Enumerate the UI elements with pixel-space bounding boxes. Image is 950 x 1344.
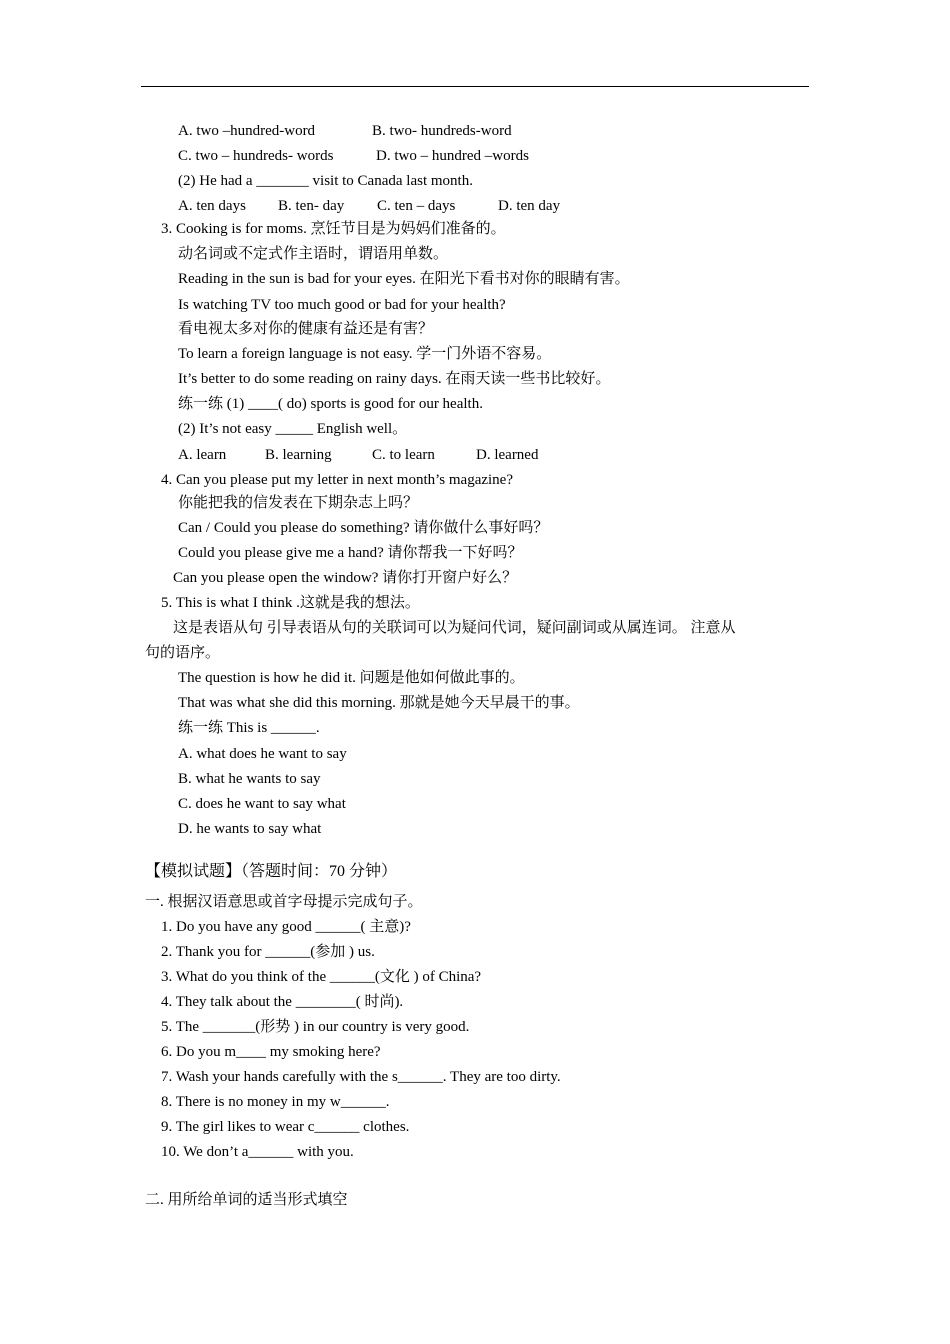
s3-example-3: To learn a foreign language is not easy. 学一门外语不容易。 <box>178 346 552 362</box>
s5-practice: 练一练 This is ______. <box>178 720 320 736</box>
part1-item: 7. Wash your hands carefully with the s______. They are too dirty. <box>161 1069 561 1085</box>
s4-example-1: Can / Could you please do something? 请你做什么事好吗？ <box>178 520 549 536</box>
q2-option-d: D. two – hundred –words <box>376 148 529 164</box>
q2-options-row-3 <box>178 197 560 215</box>
s5-note-1: 这是表语从句 引导表语从句的关联词可以为疑问代词，疑问副词或从属连词。 注意从 <box>173 620 736 636</box>
s4-example-2: Could you please give me a hand? 请你帮我一下好吗？ <box>178 545 523 561</box>
q2-sub2-option-a: A. ten days <box>178 198 246 214</box>
part1-item: 3. What do you think of the ______(文化 ) of China? <box>161 969 482 985</box>
q2-option-c: C. two – hundreds- words <box>178 148 334 164</box>
q2-sub-question-2: (2) He had a _______ visit to Canada last month. <box>178 173 473 189</box>
s3-rule: 动名词或不定式作主语时，谓语用单数。 <box>178 246 449 262</box>
part1-title: 一. 根据汉语意思或首字母提示完成句子。 <box>145 894 423 910</box>
s5-option-c: C. does he want to say what <box>178 796 346 812</box>
s5-option-a: A. what does he want to say <box>178 746 347 762</box>
part2-title: 二. 用所给单词的适当形式填空 <box>145 1192 348 1208</box>
s4-title: 4. Can you please put my letter in next month’s magazine? <box>161 472 513 488</box>
q2-option-b: B. two- hundreds-word <box>372 123 512 139</box>
part1-item: 8. There is no money in my w______. <box>161 1094 390 1110</box>
s3-example-4: It’s better to do some reading on rainy days. 在雨天读一些书比较好。 <box>178 371 611 387</box>
s3-option-b: B. learning <box>265 447 332 463</box>
part1-item: 6. Do you m____ my smoking here? <box>161 1044 381 1060</box>
s3-option-a: A. learn <box>178 447 227 463</box>
q2-sub2-option-b: B. ten- day <box>278 198 345 214</box>
part1-item: 4. They talk about the ________( 时尚). <box>161 994 404 1010</box>
header-rule <box>141 86 809 87</box>
s5-option-d: D. he wants to say what <box>178 821 322 837</box>
q2-options-row-2 <box>178 147 529 165</box>
part1-item: 1. Do you have any good ______( 主意)? <box>161 919 411 935</box>
s5-note-2: 句的语序。 <box>145 645 221 661</box>
s3-example-2b: 看电视太多对你的健康有益还是有害？ <box>178 321 434 337</box>
s3-option-d: D. learned <box>476 447 539 463</box>
s5-example-2: That was what she did this morning. 那就是她今天早晨干的事。 <box>178 695 580 711</box>
part1-item: 5. The _______(形势 ) in our country is very good. <box>161 1019 470 1035</box>
s3-example-2a: Is watching TV too much good or bad for your health? <box>178 297 506 313</box>
s3-options-row <box>178 446 538 464</box>
q2-options-row-1 <box>178 122 512 140</box>
s3-practice-2: (2) It’s not easy _____ English well。 <box>178 421 408 437</box>
s4-translation: 你能把我的信发表在下期杂志上吗？ <box>178 495 419 511</box>
s5-option-b: B. what he wants to say <box>178 771 321 787</box>
part1-item: 9. The girl likes to wear c______ clothes. <box>161 1119 410 1135</box>
mock-test-heading: 【模拟试题】（答题时间：70 分钟） <box>145 863 398 880</box>
s3-option-c: C. to learn <box>372 447 435 463</box>
part1-item: 2. Thank you for ______(参加 ) us. <box>161 944 375 960</box>
q2-sub2-option-d: D. ten day <box>498 198 561 214</box>
s3-example-1: Reading in the sun is bad for your eyes. 在阳光下看书对你的眼睛有害。 <box>178 271 630 287</box>
s3-title: 3. Cooking is for moms. 烹饪节目是为妈妈们准备的。 <box>161 221 506 237</box>
q2-option-a: A. two –hundred-word <box>178 123 316 139</box>
q2-sub2-option-c: C. ten – days <box>377 198 456 214</box>
s4-example-3: Can you please open the window? 请你打开窗户好么？ <box>173 570 518 586</box>
s5-title: 5. This is what I think .这就是我的想法。 <box>161 595 420 611</box>
s3-practice-1: 练一练 (1) ____( do) sports is good for our health. <box>178 396 483 412</box>
s5-example-1: The question is how he did it. 问题是他如何做此事的。 <box>178 670 525 686</box>
part1-item: 10. We don’t a______ with you. <box>161 1144 354 1160</box>
